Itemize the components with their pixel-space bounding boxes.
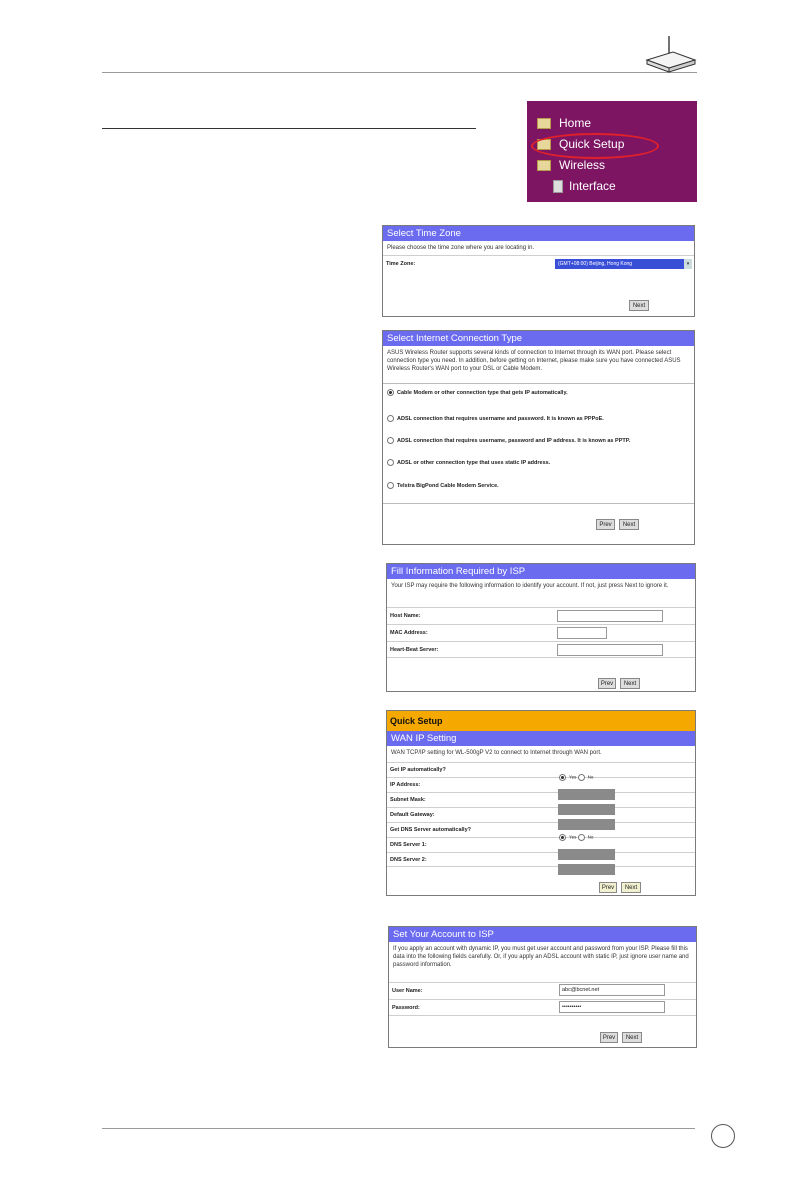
- quick-setup-header: Quick Setup: [387, 711, 695, 731]
- connection-option[interactable]: Cable Modem or other connection type that gets IP automatically.: [387, 389, 568, 396]
- prev-button[interactable]: Prev: [599, 882, 617, 893]
- subnet-mask-input[interactable]: [558, 804, 615, 815]
- panel-title: Select Time Zone: [383, 226, 694, 241]
- connection-option[interactable]: ADSL or other connection type that uses static IP address.: [387, 459, 550, 466]
- password-input[interactable]: ••••••••••: [559, 1001, 665, 1013]
- account-panel: [388, 926, 697, 1048]
- mac-address-input[interactable]: [557, 627, 607, 639]
- get-ip-row: Get IP automatically?: [387, 762, 695, 777]
- dns1-row: DNS Server 1:: [387, 837, 695, 852]
- next-button[interactable]: Next: [629, 300, 649, 311]
- password-row: Password:: [389, 999, 696, 1016]
- panel-title: Fill Information Required by ISP: [387, 564, 695, 579]
- radio-button[interactable]: [387, 437, 394, 444]
- radio-button[interactable]: [578, 834, 585, 841]
- header-rule: [102, 72, 697, 73]
- radio-button[interactable]: [578, 774, 585, 781]
- prev-button[interactable]: Prev: [596, 519, 615, 530]
- panel-description: Please choose the time zone where you are locating in.: [387, 245, 535, 251]
- highlight-ellipse: [531, 133, 659, 159]
- timezone-row: Time Zone: (GMT+08:00) Beijing, Hong Kong ▾: [383, 255, 694, 272]
- gateway-input[interactable]: [558, 819, 615, 830]
- panel-description: If you apply an account with dynamic IP, you must get user account and password from your ISP. Please fill this data into the following fields carefully. Or, if you apply an ADSL account with static IP, just ignore user name and password information.: [393, 946, 689, 969]
- ip-address-row: IP Address:: [387, 777, 695, 792]
- timezone-panel: [382, 225, 695, 317]
- get-ip-radios[interactable]: Yes No: [559, 774, 593, 781]
- radio-button[interactable]: [387, 389, 394, 396]
- document-icon: [553, 180, 563, 193]
- divider: [383, 383, 694, 384]
- host-name-input[interactable]: [557, 610, 663, 622]
- prev-button[interactable]: Prev: [598, 678, 616, 689]
- wan-ip-panel: [386, 710, 696, 896]
- chevron-down-icon: ▾: [684, 259, 692, 269]
- next-button[interactable]: Next: [619, 519, 639, 530]
- folder-icon: [537, 118, 551, 129]
- get-dns-row: Get DNS Server automatically?: [387, 822, 695, 837]
- dns1-input[interactable]: [558, 849, 615, 860]
- panel-description: WAN TCP/IP setting for WL-500gP V2 to connect to Internet through WAN port.: [391, 750, 602, 756]
- ip-address-input[interactable]: [558, 789, 615, 800]
- subnet-mask-row: Subnet Mask:: [387, 792, 695, 807]
- dns2-row: DNS Server 2:: [387, 852, 695, 867]
- section-rule: [102, 128, 476, 129]
- next-button[interactable]: Next: [621, 882, 641, 893]
- dns2-input[interactable]: [558, 864, 615, 875]
- radio-button[interactable]: [387, 459, 394, 466]
- timezone-select[interactable]: (GMT+08:00) Beijing, Hong Kong ▾: [555, 259, 692, 269]
- panel-description: ASUS Wireless Router supports several kinds of connection to Internet through its WAN port. Please select connection type you need. In addition, before getting on Internet, please make sure you have connected ASUS Wireless Router's WAN port to your DSL or Cable Modem.: [387, 350, 681, 373]
- connection-type-panel: [382, 330, 695, 545]
- panel-title: Set Your Account to ISP: [389, 927, 696, 942]
- menu-item-quick-setup[interactable]: Quick Setup: [537, 137, 624, 151]
- page-number-circle: [711, 1124, 735, 1148]
- user-name-row: User Name:: [389, 982, 696, 999]
- router-icon: [643, 34, 697, 74]
- next-button[interactable]: Next: [620, 678, 640, 689]
- menu-item-home[interactable]: Home: [537, 116, 591, 130]
- next-button[interactable]: Next: [622, 1032, 642, 1043]
- panel-description: Your ISP may require the following information to identify your account. If not, just press Next to ignore it.: [391, 583, 669, 589]
- menu-item-wireless[interactable]: Wireless: [537, 158, 605, 172]
- panel-title: WAN IP Setting: [387, 731, 695, 746]
- radio-button[interactable]: [387, 415, 394, 422]
- radio-button[interactable]: [559, 774, 566, 781]
- mac-address-row: MAC Address:: [387, 624, 695, 641]
- panel-title: Select Internet Connection Type: [383, 331, 694, 346]
- user-name-input[interactable]: abc@bcnet.net: [559, 984, 665, 996]
- folder-icon: [537, 160, 551, 171]
- heartbeat-server-input[interactable]: [557, 644, 663, 656]
- prev-button[interactable]: Prev: [600, 1032, 618, 1043]
- isp-info-panel: [386, 563, 696, 692]
- menu-item-interface[interactable]: Interface: [553, 179, 616, 193]
- gateway-row: Default Gateway:: [387, 807, 695, 822]
- connection-option[interactable]: Telstra BigPond Cable Modem Service.: [387, 482, 499, 489]
- connection-option[interactable]: ADSL connection that requires username and password. It is known as PPPoE.: [387, 415, 604, 422]
- host-name-row: Host Name:: [387, 607, 695, 624]
- heartbeat-row: Heart-Beat Server:: [387, 641, 695, 658]
- connection-option[interactable]: ADSL connection that requires username, password and IP address. It is known as PPTP.: [387, 437, 630, 444]
- get-dns-radios[interactable]: Yes No: [559, 834, 593, 841]
- footer-rule: [102, 1128, 695, 1129]
- radio-button[interactable]: [387, 482, 394, 489]
- radio-button[interactable]: [559, 834, 566, 841]
- divider: [383, 503, 694, 504]
- router-menu: [527, 101, 697, 202]
